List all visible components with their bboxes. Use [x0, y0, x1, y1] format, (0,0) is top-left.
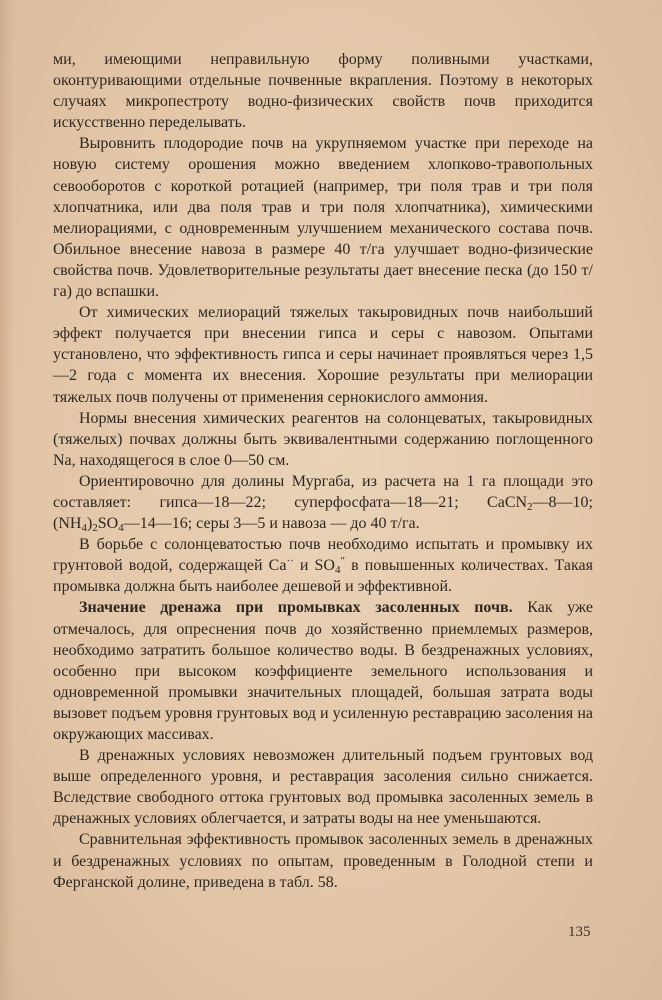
subscript: 4 — [118, 522, 124, 535]
paragraph-2: Выровнить плодородие почв на укрупняемом участке при переходе на новую систему орошения можно введением хлопково-травопольных севооборотов с короткой ротацией (например, три поля трав и три поля хлопчатника, или два поля трав и три поля хлопчатника), химическими мелиорациями, с одновременным улучшением механического состава почв. Обильное внесение навоза в размере 40 т/га улучшает водно-физические свойства почв. Удовлетворительные результаты дает внесение песка (до 150 т/га) до вспашки. — [53, 135, 593, 301]
paragraph-6-part-a: В борьбе с солонцеватостью почв необходимо испытать и промывку их грунтовой водой, содержащей Ca — [53, 536, 593, 575]
section-heading: Значение дренажа при промывках засоленных почв. — [79, 599, 513, 617]
subscript: 2 — [527, 500, 533, 513]
paragraph-7 — [53, 597, 593, 745]
subscript: 4 — [81, 522, 87, 535]
paragraph-8: В дренажных условиях невозможен длительный подъем грунтовых вод выше определенного уровня, и реставрация засоления сильно снижается. Вследствие свободного оттока грунтовых вод промывка засоленных земель в дренажных условиях облегчается, и затраты воды на нее уменьшаются. — [53, 747, 593, 828]
superscript: ·· — [286, 555, 294, 568]
paragraph-1: ми, имеющими неправильную форму поливными участками, оконтуривающими отдельные почвенные вкрапления. Поэтому в некоторых случаях микропестроту водно-физических свойств почв приходится искусственно переделывать. — [53, 51, 593, 132]
subscript: 4 — [334, 564, 341, 577]
paragraph-5 — [53, 471, 593, 534]
superscript: ″ — [340, 555, 346, 568]
page-number: 135 — [568, 924, 591, 940]
paragraph-6-part-c: и SO — [293, 557, 335, 575]
paragraph-5-part-e: ) — [86, 515, 93, 533]
paragraph-5-part-c: —8—10; (NH — [53, 493, 593, 533]
paragraph-6 — [53, 534, 593, 597]
paragraph-7-body: Как уже отмечалось, для опреснения почв до хозяйственно приемлемых размеров, необходимо затратить большое количество воды. В бездренажных условиях, особенно при высоком коэффициенте земельного использования и одновременной промывки значительных площадей, большая затрата воды вызовет подъем уровня грунтовых вод и усиленную реставрацию засоления на окружающих массивах. — [53, 599, 593, 743]
paragraph-9: Сравнительная эффективность промывок засоленных земель в дренажных и бездренажных условиях по опытам, проведенным в Голодной степи и Ферганской долине, приведена в табл. 58. — [53, 831, 593, 891]
paragraph-6-part-f: в повышенных количествах. Такая промывка должна быть наиболее дешевой и эффективной. — [53, 557, 594, 596]
paragraph-4: Нормы внесения химических реагентов на солонцеватых, такыровидных (тяжелых) почвах должны быть эквивалентными содержанию поглощенного Na, находящегося в слое 0—50 см. — [53, 409, 593, 469]
subscript: 2 — [92, 522, 98, 535]
paragraph-5-part-a: Ориентировочно для долины Мургаба, из расчета на 1 га площади это составляет: гипса—18—22; суперфосфата—18—21; CaCN — [53, 472, 593, 511]
page-edge-shadow — [0, 0, 14, 1000]
paragraph-5-part-i: —14—16; серы 3—5 и навоза — до 40 т/га. — [123, 515, 420, 533]
body-text — [53, 49, 593, 893]
paragraph-5-part-g: SO — [97, 515, 119, 533]
paragraph-3: От химических мелиораций тяжелых такыровидных почв наибольший эффект получается при внесении гипса и серы с навозом. Опытами установлено, что эффективность гипса и серы начинает проявляться через 1,5—2 года с момента их внесения. Хорошие результаты при мелиорации тяжелых почв получены от применения сернокислого аммония. — [53, 304, 593, 406]
